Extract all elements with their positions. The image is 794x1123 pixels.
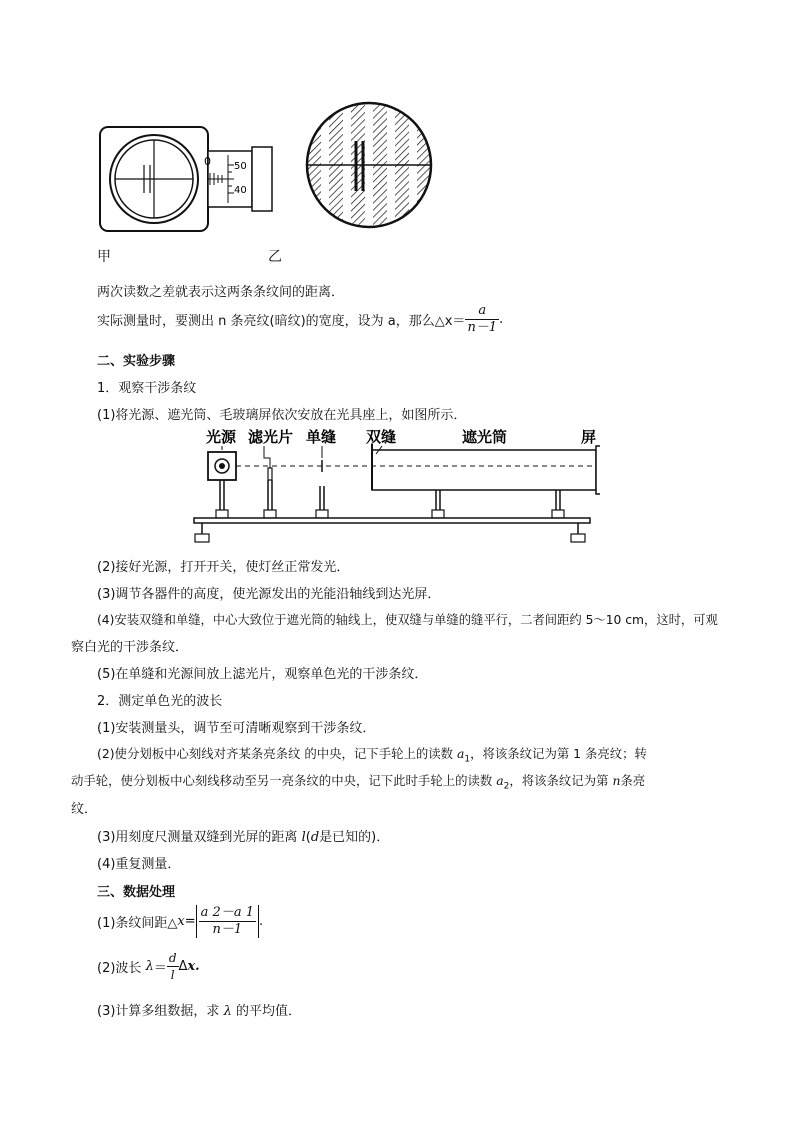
reading-a2-sub: 2: [503, 781, 510, 792]
distance-l-var: l: [301, 830, 306, 845]
step2-item4: (4)重复测量．: [97, 857, 181, 872]
data-item1-eq: =: [184, 914, 196, 929]
label-screen: 屏: [580, 428, 596, 446]
data-item3-text-b: 的平均值．: [231, 1004, 301, 1019]
step2-item2-line3: 纹．: [71, 802, 98, 817]
label-tube: 遮光筒: [462, 428, 508, 446]
micrometer-eyepiece-figure: [98, 125, 278, 235]
intro-p2-suffix: .: [499, 312, 504, 327]
label-single-slit: 单缝: [306, 428, 337, 446]
data-item3: [97, 1000, 301, 1019]
step2-item3-text-c: 是已知的)．: [319, 830, 390, 845]
apparatus-diagram: [190, 424, 600, 546]
intro-paragraph-2: [97, 303, 503, 341]
label-filter: 滤光片: [248, 428, 294, 446]
section3-title: 三、数据处理: [97, 885, 176, 900]
figure-label-jia: 甲: [97, 249, 111, 265]
optical-bench: [194, 518, 590, 523]
data-item2-x: x.: [187, 959, 200, 974]
slit-spacing-d-var: d: [310, 830, 320, 845]
data-item3-text-a: (3)计算多组数据，求: [97, 1004, 224, 1019]
data-item2: [97, 950, 200, 990]
data-item1-x: x: [177, 914, 185, 929]
step2-item2-text-e: 条亮: [620, 773, 646, 788]
figure-label-yi: 乙: [268, 249, 282, 265]
step2-title: 2．测定单色光的波长: [97, 694, 223, 709]
reading-a1-var: a: [456, 746, 465, 761]
step1-item4-line1: (4)安装双缝和单缝，中心大致位于遮光筒的轴线上，使双缝与单缝的缝平行，二者间距约 5～10 cm，这时，可观: [97, 613, 718, 627]
step2-item3-text-b: (: [305, 830, 311, 845]
intro-fraction-denominator: n－1: [467, 320, 498, 335]
absolute-value-bars: [196, 905, 259, 938]
micrometer-tick-50: 50: [234, 161, 247, 172]
data-item1: [97, 905, 263, 945]
intro-p2-prefix: 实际测量时，要测出 n 条亮纹(暗纹)的宽度，设为 a，那么△x＝: [97, 314, 466, 329]
intro-fraction: [465, 303, 499, 336]
micrometer-tick-0: 0: [204, 155, 211, 168]
data-item1-prefix: (1)条纹间距△: [97, 916, 178, 931]
data-item2-prefix: (2)波长: [97, 961, 146, 976]
filter-element: [268, 468, 272, 480]
step2-item2-text-a: (2)使分划板中心刻线对齐某条亮条纹 的中央，记下手轮上的读数: [97, 746, 457, 761]
wavelength-numerator: d: [168, 951, 177, 965]
wavelength-symbol: λ: [145, 959, 154, 974]
label-double-slit: 双缝: [366, 428, 397, 446]
step1-title: 1．观察干涉条纹: [97, 381, 197, 396]
data-item2-eq: ＝: [153, 961, 167, 976]
step2-item3: [97, 826, 389, 845]
wavelength-fraction: [167, 950, 179, 983]
intro-paragraph-1: 两次读数之差就表示这两条条纹间的距离．: [97, 285, 345, 300]
step2-item2-text-b: ，将该条纹记为第 1 条亮纹；转: [470, 746, 647, 761]
light-shield-tube: [372, 450, 596, 490]
step2-item3-text-a: (3)用刻度尺测量双缝到光屏的距离: [97, 830, 302, 845]
fringe-index-n: n: [612, 773, 621, 788]
step2-item2-text-c: 动手轮，使分划板中心刻线移动至另一亮条纹的中央，记下此时手轮上的读数: [71, 773, 497, 788]
fringe-view-figure: [303, 96, 435, 234]
step1-item5: (5)在单缝和光源间放上滤光片，观察单色光的干涉条纹．: [97, 667, 428, 682]
step2-item2-line2: [71, 771, 645, 791]
step1-item1: (1)将光源、遮光筒、毛玻璃屏依次安放在光具座上，如图所示．: [97, 408, 467, 423]
label-light-source: 光源: [206, 428, 237, 446]
fringe-spacing-numerator: a 2－a 1: [200, 905, 254, 920]
step1-item2: (2)接好光源，打开开关，使灯丝正常发光．: [97, 560, 350, 575]
intro-fraction-numerator: a: [465, 303, 499, 320]
fringe-spacing-fraction: [199, 905, 256, 938]
step1-item3: (3)调节各器件的高度，使光源发出的光能沿轴线到达光屏．: [97, 587, 441, 602]
wavelength-symbol-avg: λ: [223, 1004, 232, 1019]
section2-title: 二、实验步骤: [97, 354, 176, 369]
fringe-spacing-denominator: n－1: [212, 922, 243, 937]
step2-item2-text-d: ，将该条纹记为第: [509, 773, 613, 788]
screen-element: [596, 446, 600, 494]
step2-item1: (1)安装测量头，调节至可清晰观察到干涉条纹．: [97, 721, 376, 736]
data-item2-delta: Δ: [178, 959, 188, 974]
micrometer-tick-40: 40: [234, 185, 247, 196]
step1-item4-line2: 察白光的干涉条纹．: [71, 640, 189, 655]
reading-a1-sub: 1: [464, 754, 471, 765]
data-item1-suffix: .: [258, 914, 264, 929]
wavelength-denominator: l: [170, 968, 175, 982]
reading-a2-var: a: [496, 773, 504, 788]
step2-item2-line1: [97, 744, 647, 764]
micrometer-thimble: [252, 147, 272, 211]
